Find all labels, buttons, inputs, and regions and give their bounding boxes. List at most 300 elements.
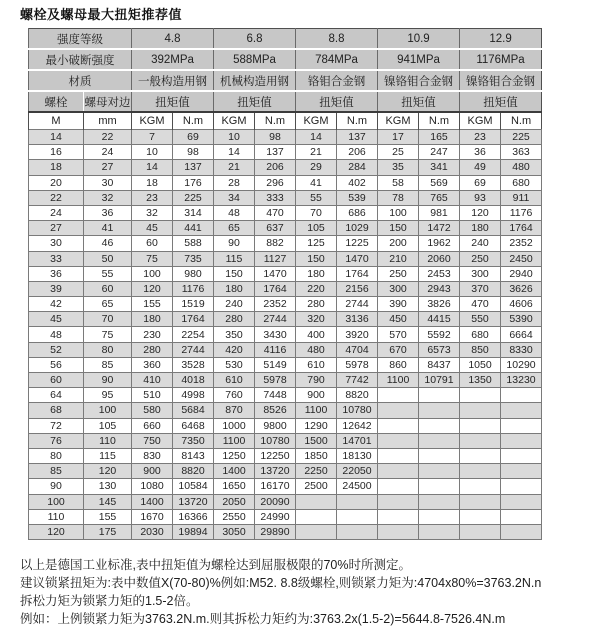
table-cell: 2450 — [501, 251, 542, 266]
table-cell: 790 — [296, 373, 337, 388]
table-cell: 72 — [29, 418, 84, 433]
table-cell: 78 — [378, 190, 419, 205]
unit-mm: mm — [84, 112, 132, 130]
table-cell: 4998 — [173, 388, 214, 403]
table-row — [29, 433, 542, 448]
table-cell: 441 — [173, 221, 214, 236]
table-cell: 45 — [132, 221, 173, 236]
table-cell: 1670 — [132, 509, 173, 524]
table-cell: 75 — [84, 327, 132, 342]
table-cell: 6468 — [173, 418, 214, 433]
table-cell: 120 — [29, 524, 84, 539]
table-cell: 85 — [84, 357, 132, 372]
table-cell: 180 — [296, 266, 337, 281]
table-cell — [419, 448, 460, 463]
table-cell: 48 — [29, 327, 84, 342]
table-cell: 1470 — [255, 266, 296, 281]
table-cell: 180 — [214, 281, 255, 296]
table-cell — [378, 509, 419, 524]
torque-value-label: 扭矩值 — [296, 91, 378, 112]
table-cell: 1500 — [296, 433, 337, 448]
table-cell: 320 — [296, 312, 337, 327]
table-cell: 4415 — [419, 312, 460, 327]
table-cell: 250 — [460, 251, 501, 266]
table-cell: 1850 — [296, 448, 337, 463]
table-cell: 13720 — [173, 494, 214, 509]
table-cell — [501, 418, 542, 433]
table-cell: 2744 — [173, 342, 214, 357]
table-cell: 296 — [255, 175, 296, 190]
table-cell: 250 — [378, 266, 419, 281]
table-cell — [460, 524, 501, 539]
table-cell: 1764 — [337, 266, 378, 281]
table-cell: 90 — [214, 236, 255, 251]
table-cell: 8437 — [419, 357, 460, 372]
table-cell: 137 — [255, 145, 296, 160]
table-cell: 588 — [173, 236, 214, 251]
table-cell: 225 — [173, 190, 214, 205]
table-row — [29, 388, 542, 403]
table-cell: 670 — [378, 342, 419, 357]
table-cell: 470 — [460, 297, 501, 312]
table-cell: 6573 — [419, 342, 460, 357]
table-cell: 155 — [84, 509, 132, 524]
unit-nm: N.m — [255, 112, 296, 130]
table-cell: 333 — [255, 190, 296, 205]
table-cell: 80 — [84, 342, 132, 357]
table-cell: 125 — [296, 236, 337, 251]
table-cell — [378, 464, 419, 479]
table-cell: 1176 — [501, 205, 542, 220]
table-cell: 580 — [132, 403, 173, 418]
table-cell: 1400 — [132, 494, 173, 509]
table-cell: 69 — [173, 130, 214, 145]
table-cell: 32 — [132, 205, 173, 220]
table-cell: 510 — [132, 388, 173, 403]
table-cell: 280 — [214, 312, 255, 327]
table-cell: 911 — [501, 190, 542, 205]
table-cell: 8526 — [255, 403, 296, 418]
table-row — [29, 494, 542, 509]
table-cell — [419, 418, 460, 433]
strength-grade-row — [29, 29, 542, 50]
table-cell — [337, 494, 378, 509]
torque-value-label: 扭矩值 — [132, 91, 214, 112]
table-cell: 4116 — [255, 342, 296, 357]
table-cell: 80 — [29, 448, 84, 463]
table-cell: 7350 — [173, 433, 214, 448]
material-row — [29, 70, 542, 91]
table-cell: 24 — [84, 145, 132, 160]
table-cell: 882 — [255, 236, 296, 251]
table-cell: 14 — [132, 160, 173, 175]
table-cell: 33 — [29, 251, 84, 266]
table-cell: 90 — [84, 373, 132, 388]
table-row — [29, 236, 542, 251]
table-cell: 900 — [132, 464, 173, 479]
table-cell: 1029 — [337, 221, 378, 236]
table-cell: 1127 — [255, 251, 296, 266]
table-cell: 75 — [132, 251, 173, 266]
unit-kgm: KGM — [378, 112, 419, 130]
table-cell: 13720 — [255, 464, 296, 479]
table-cell: 2940 — [501, 266, 542, 281]
table-cell: 55 — [296, 190, 337, 205]
table-cell — [460, 388, 501, 403]
table-cell: 145 — [84, 494, 132, 509]
table-cell — [419, 494, 460, 509]
table-cell: 420 — [214, 342, 255, 357]
unit-m: M — [29, 112, 84, 130]
table-cell: 69 — [460, 175, 501, 190]
table-cell — [378, 388, 419, 403]
table-cell: 120 — [132, 281, 173, 296]
table-cell: 2550 — [214, 509, 255, 524]
table-cell: 120 — [84, 464, 132, 479]
table-cell: 180 — [132, 312, 173, 327]
table-cell: 5978 — [337, 357, 378, 372]
table-cell — [501, 494, 542, 509]
table-cell: 765 — [419, 190, 460, 205]
table-cell: 52 — [29, 342, 84, 357]
table-cell: 120 — [460, 205, 501, 220]
bolt-label: 螺栓 — [29, 91, 84, 112]
grade-8-8: 8.8 — [296, 29, 378, 50]
table-cell — [378, 418, 419, 433]
table-cell: 206 — [337, 145, 378, 160]
table-cell: 300 — [460, 266, 501, 281]
table-cell: 23 — [132, 190, 173, 205]
table-cell: 7 — [132, 130, 173, 145]
table-cell: 21 — [296, 145, 337, 160]
table-row — [29, 205, 542, 220]
table-cell: 41 — [84, 221, 132, 236]
table-cell — [501, 388, 542, 403]
table-cell — [460, 494, 501, 509]
table-cell — [419, 433, 460, 448]
table-cell: 2352 — [501, 236, 542, 251]
table-cell: 95 — [84, 388, 132, 403]
table-cell: 1000 — [214, 418, 255, 433]
table-row — [29, 509, 542, 524]
table-cell: 175 — [84, 524, 132, 539]
table-cell: 1050 — [460, 357, 501, 372]
table-cell: 19894 — [173, 524, 214, 539]
grade-4-8: 4.8 — [132, 29, 214, 50]
table-cell: 1290 — [296, 418, 337, 433]
table-row — [29, 448, 542, 463]
table-cell — [296, 494, 337, 509]
table-cell: 48 — [214, 205, 255, 220]
table-cell: 4704 — [337, 342, 378, 357]
table-row — [29, 160, 542, 175]
table-cell: 28 — [214, 175, 255, 190]
table-cell: 58 — [378, 175, 419, 190]
table-cell: 1100 — [378, 373, 419, 388]
table-cell: 7448 — [255, 388, 296, 403]
table-cell: 480 — [296, 342, 337, 357]
table-cell: 341 — [419, 160, 460, 175]
table-cell — [460, 448, 501, 463]
table-row — [29, 327, 542, 342]
table-cell: 85 — [29, 464, 84, 479]
table-cell: 2050 — [214, 494, 255, 509]
table-cell: 2250 — [296, 464, 337, 479]
table-cell: 20 — [29, 175, 84, 190]
table-cell: 65 — [84, 297, 132, 312]
table-cell: 110 — [84, 433, 132, 448]
table-cell: 10 — [214, 130, 255, 145]
table-row — [29, 479, 542, 494]
table-cell: 569 — [419, 175, 460, 190]
table-cell: 1962 — [419, 236, 460, 251]
table-cell: 10290 — [501, 357, 542, 372]
grade-6-8: 6.8 — [214, 29, 296, 50]
table-cell: 36 — [84, 205, 132, 220]
table-cell: 1250 — [214, 448, 255, 463]
table-cell: 402 — [337, 175, 378, 190]
material-value: 铬钼合金钢 — [296, 70, 378, 91]
table-cell: 18 — [132, 175, 173, 190]
table-cell — [501, 464, 542, 479]
table-cell: 22 — [84, 130, 132, 145]
table-cell: 400 — [296, 327, 337, 342]
unit-nm: N.m — [173, 112, 214, 130]
table-cell: 2060 — [419, 251, 460, 266]
table-cell: 1764 — [255, 281, 296, 296]
table-cell — [501, 479, 542, 494]
table-cell: 610 — [296, 357, 337, 372]
table-cell: 98 — [173, 145, 214, 160]
table-cell: 686 — [337, 205, 378, 220]
table-row — [29, 342, 542, 357]
material-value: 镍铬钼合金钢 — [460, 70, 542, 91]
table-cell: 16366 — [173, 509, 214, 524]
material-label: 材质 — [29, 70, 132, 91]
table-cell: 30 — [84, 175, 132, 190]
table-cell: 29890 — [255, 524, 296, 539]
note-line-3: 拆松力矩为锁紧力矩的1.5-2倍。 — [20, 594, 199, 609]
table-cell — [460, 509, 501, 524]
strength-grade-label: 强度等级 — [29, 29, 132, 50]
table-cell: 16 — [29, 145, 84, 160]
table-cell: 16170 — [255, 479, 296, 494]
table-cell: 46 — [84, 236, 132, 251]
table-row — [29, 312, 542, 327]
table-cell: 14701 — [337, 433, 378, 448]
table-cell: 735 — [173, 251, 214, 266]
table-cell: 110 — [29, 509, 84, 524]
table-row — [29, 403, 542, 418]
table-cell: 830 — [132, 448, 173, 463]
unit-kgm: KGM — [214, 112, 255, 130]
unit-nm: N.m — [337, 112, 378, 130]
table-cell: 8820 — [173, 464, 214, 479]
torque-value-label: 扭矩值 — [214, 91, 296, 112]
table-cell — [419, 388, 460, 403]
table-cell: 90 — [29, 479, 84, 494]
table-cell: 610 — [214, 373, 255, 388]
unit-kgm: KGM — [132, 112, 173, 130]
table-cell: 225 — [501, 130, 542, 145]
table-cell: 530 — [214, 357, 255, 372]
table-cell: 1472 — [419, 221, 460, 236]
table-cell: 27 — [29, 221, 84, 236]
table-cell: 5684 — [173, 403, 214, 418]
table-cell: 130 — [84, 479, 132, 494]
table-cell: 100 — [29, 494, 84, 509]
table-cell — [460, 479, 501, 494]
table-cell: 280 — [296, 297, 337, 312]
material-value: 一般构造用钢 — [132, 70, 214, 91]
table-cell: 210 — [378, 251, 419, 266]
table-cell: 50 — [84, 251, 132, 266]
table-cell — [378, 433, 419, 448]
table-cell: 5149 — [255, 357, 296, 372]
note-line-4: 例如：上例锁紧力矩为3763.2N.m.则其拆松力矩约为:3763.2x(1.5-2)=5644.8-7526.4N.m — [20, 612, 506, 627]
table-cell — [419, 464, 460, 479]
table-cell: 22050 — [337, 464, 378, 479]
table-cell: 64 — [29, 388, 84, 403]
table-cell: 35 — [378, 160, 419, 175]
table-cell: 2254 — [173, 327, 214, 342]
table-cell: 1764 — [173, 312, 214, 327]
table-cell — [419, 403, 460, 418]
table-cell — [378, 448, 419, 463]
table-cell: 115 — [84, 448, 132, 463]
table-cell: 5390 — [501, 312, 542, 327]
table-cell: 18130 — [337, 448, 378, 463]
table-cell: 4018 — [173, 373, 214, 388]
table-cell: 41 — [296, 175, 337, 190]
table-cell: 390 — [378, 297, 419, 312]
torque-value-label: 扭矩值 — [460, 91, 542, 112]
breaking-value: 392MPa — [132, 49, 214, 70]
table-cell: 55 — [84, 266, 132, 281]
table-cell: 570 — [378, 327, 419, 342]
table-cell: 14 — [214, 145, 255, 160]
torque-value-label: 扭矩值 — [378, 91, 460, 112]
table-cell: 450 — [378, 312, 419, 327]
table-cell: 24500 — [337, 479, 378, 494]
table-cell — [501, 524, 542, 539]
table-cell: 350 — [214, 327, 255, 342]
table-cell: 470 — [255, 205, 296, 220]
material-value: 镍铬钼合金钢 — [378, 70, 460, 91]
table-cell: 1519 — [173, 297, 214, 312]
breaking-value: 1176MPa — [460, 49, 542, 70]
table-cell: 3050 — [214, 524, 255, 539]
table-cell: 900 — [296, 388, 337, 403]
table-cell: 180 — [460, 221, 501, 236]
table-cell: 9800 — [255, 418, 296, 433]
table-cell: 314 — [173, 205, 214, 220]
table-cell: 105 — [84, 418, 132, 433]
table-cell: 29 — [296, 160, 337, 175]
table-cell: 70 — [84, 312, 132, 327]
table-row — [29, 190, 542, 205]
table-cell — [378, 479, 419, 494]
table-cell: 100 — [378, 205, 419, 220]
torque-label-row — [29, 91, 542, 112]
table-cell: 370 — [460, 281, 501, 296]
table-cell: 10791 — [419, 373, 460, 388]
table-row — [29, 373, 542, 388]
table-cell: 1100 — [296, 403, 337, 418]
table-cell — [337, 524, 378, 539]
table-cell — [501, 403, 542, 418]
unit-kgm: KGM — [296, 112, 337, 130]
table-cell: 39 — [29, 281, 84, 296]
table-cell: 150 — [296, 251, 337, 266]
table-cell: 2352 — [255, 297, 296, 312]
table-row — [29, 221, 542, 236]
table-cell: 3430 — [255, 327, 296, 342]
table-cell: 60 — [29, 373, 84, 388]
table-cell: 36 — [29, 266, 84, 281]
table-cell: 10 — [132, 145, 173, 160]
table-cell: 3626 — [501, 281, 542, 296]
table-cell — [296, 524, 337, 539]
table-row — [29, 130, 542, 145]
material-value: 机械构造用钢 — [214, 70, 296, 91]
table-cell: 24 — [29, 205, 84, 220]
table-cell: 200 — [378, 236, 419, 251]
table-cell — [419, 509, 460, 524]
table-cell — [378, 494, 419, 509]
table-cell: 21 — [214, 160, 255, 175]
table-cell: 24990 — [255, 509, 296, 524]
grade-10-9: 10.9 — [378, 29, 460, 50]
table-cell: 8820 — [337, 388, 378, 403]
table-cell: 70 — [296, 205, 337, 220]
breaking-value: 941MPa — [378, 49, 460, 70]
table-cell: 480 — [501, 160, 542, 175]
table-cell — [460, 464, 501, 479]
table-cell: 36 — [460, 145, 501, 160]
table-cell — [296, 509, 337, 524]
table-cell: 1225 — [337, 236, 378, 251]
table-cell: 27 — [84, 160, 132, 175]
table-cell: 1176 — [173, 281, 214, 296]
table-cell: 18 — [29, 160, 84, 175]
table-cell: 3920 — [337, 327, 378, 342]
table-cell: 17 — [378, 130, 419, 145]
table-cell: 410 — [132, 373, 173, 388]
table-cell: 2744 — [255, 312, 296, 327]
table-cell: 93 — [460, 190, 501, 205]
table-cell: 8143 — [173, 448, 214, 463]
table-cell: 247 — [419, 145, 460, 160]
table-cell — [460, 418, 501, 433]
unit-nm: N.m — [501, 112, 542, 130]
table-cell: 550 — [460, 312, 501, 327]
table-cell: 750 — [132, 433, 173, 448]
table-cell: 150 — [214, 266, 255, 281]
breaking-strength-label: 最小破断强度 — [29, 49, 132, 70]
table-row — [29, 281, 542, 296]
table-cell: 32 — [84, 190, 132, 205]
table-row — [29, 145, 542, 160]
table-cell — [337, 509, 378, 524]
table-cell: 360 — [132, 357, 173, 372]
table-cell: 7742 — [337, 373, 378, 388]
table-cell: 10584 — [173, 479, 214, 494]
table-row — [29, 297, 542, 312]
table-cell: 850 — [460, 342, 501, 357]
table-cell — [460, 433, 501, 448]
table-cell: 539 — [337, 190, 378, 205]
